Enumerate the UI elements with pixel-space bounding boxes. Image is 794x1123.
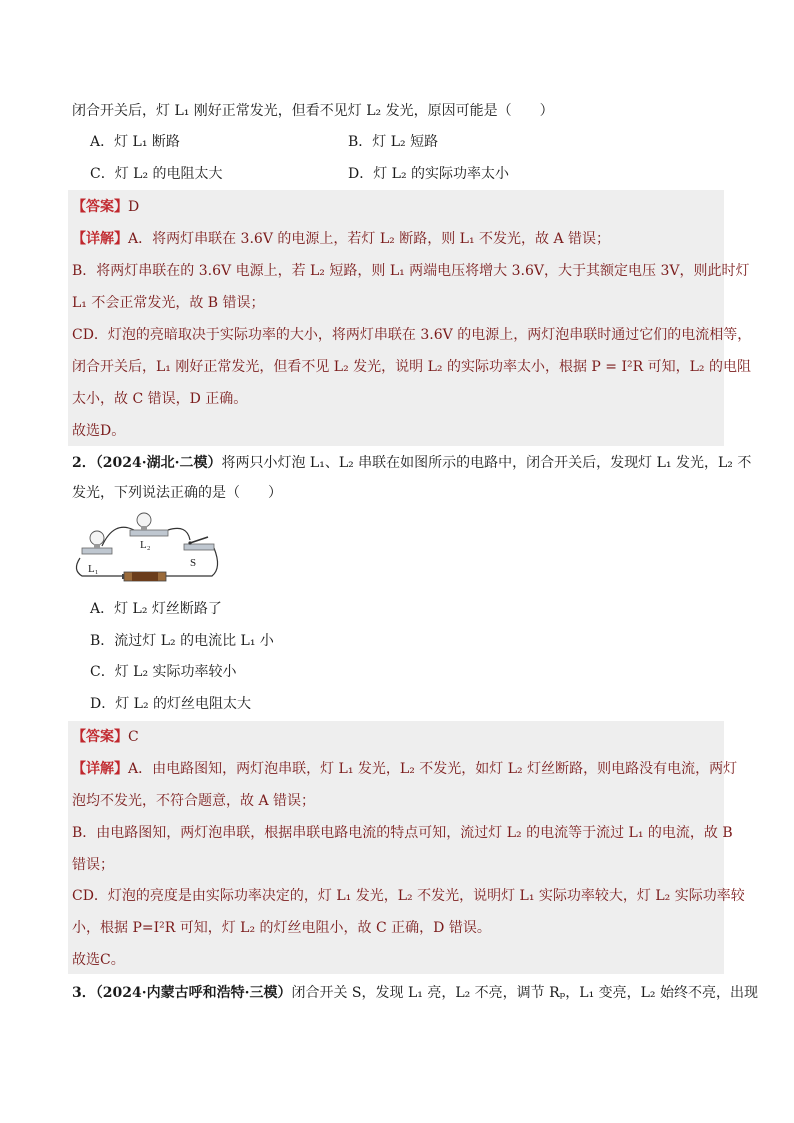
q1-answer [72, 197, 139, 217]
q2-detail-line-3: B．由电路图知，两灯泡串联，根据串联电路电流的特点可知，流过灯 L₂ 的电流等于流过 L₁ 的电流，故 B [72, 825, 733, 841]
q2-detail-line-1: 【详解】A．由电路图知，两灯泡串联，灯 L₁ 发光，L₂ 不发光，如灯 L₂ 灯丝断路，则电路没有电流，两灯 [72, 761, 738, 777]
q2-option-b: B．流过灯 L₂ 的电流比 L₁ 小 [90, 633, 274, 649]
q1-option-d: D．灯 L₂ 的实际功率太小 [348, 166, 510, 182]
q3-stem-line-1: 3．（2024·内蒙古呼和浩特·三模）闭合开关 S，发现 L₁ 亮，L₂ 不亮，调节 Rₚ，L₁ 变亮，L₂ 始终不亮，出现 [72, 985, 758, 1001]
q2-option-d: D．灯 L₂ 的灯丝电阻太大 [90, 696, 252, 712]
q2-stem-line-1: 2．（2024·湖北·二模）将两只小灯泡 L₁、L₂ 串联在如图所示的电路中，闭合开关后，发现灯 L₁ 发光，L₂ 不 [72, 455, 752, 471]
q1-option-c: C．灯 L₂ 的电阻太大 [90, 166, 223, 182]
q1-detail-line-5: 闭合开关后，L₁ 刚好正常发光，但看不见 L₂ 发光，说明 L₂ 的实际功率太小，根据 P = I²R 可知，L₂ 的电阻 [72, 359, 751, 375]
q2-conclusion: 故选C。 [72, 952, 125, 968]
label-l1: L₁ [88, 563, 99, 575]
q2-detail-line-5: CD．灯泡的亮度是由实际功率决定的，灯 L₁ 发光，L₂ 不发光，说明灯 L₁ 实际功率较大，灯 L₂ 实际功率较 [72, 888, 745, 904]
q1-detail-tag: 【详解】 [72, 231, 128, 247]
q3-number: 3． [72, 985, 96, 1001]
q1-answer-tag: 【答案】 [72, 199, 128, 215]
q2-stem-line-2: 发光，下列说法正确的是（ ） [72, 485, 282, 501]
bulb-l2-icon [130, 513, 168, 536]
q2-answer-value: C [128, 729, 139, 745]
q1-detail-line-3: L₁ 不会正常发光，故 B 错误； [72, 295, 265, 311]
q2-option-a: A．灯 L₂ 灯丝断路了 [90, 601, 222, 617]
q1-detail-line-6: 太小，故 C 错误，D 正确。 [72, 391, 248, 407]
q2-option-c: C．灯 L₂ 实际功率较小 [90, 664, 237, 680]
q1-option-b: B．灯 L₂ 短路 [348, 134, 439, 150]
q2-number: 2． [72, 455, 96, 471]
q1-stem-tail: 闭合开关后，灯 L₁ 刚好正常发光，但看不见灯 L₂ 发光，原因可能是（ ） [72, 103, 554, 119]
bulb-l1-icon [82, 531, 112, 554]
circuit-diagram [72, 510, 232, 585]
q2-detail-line-2: 泡均不发光，不符合题意，故 A 错误； [72, 793, 316, 809]
q1-answer-value: D [128, 199, 140, 215]
q1-conclusion: 故选D。 [72, 423, 126, 439]
q1-detail-line-2: B．将两灯串联在的 3.6V 电源上，若 L₂ 短路，则 L₁ 两端电压将增大 3.6V，大于其额定电压 3V，则此时灯 [72, 263, 750, 279]
q3-source: （2024·内蒙古呼和浩特·三模） [95, 985, 292, 1001]
label-l2: L₂ [140, 539, 151, 551]
label-s: S [190, 557, 197, 569]
q2-detail-line-6: 小，根据 P=I²R 可知，灯 L₂ 的灯丝电阻小，故 C 正确，D 错误。 [72, 920, 491, 936]
q2-detail-line-4: 错误； [72, 857, 114, 873]
q2-answer-tag: 【答案】 [72, 729, 128, 745]
battery-icon [122, 572, 166, 581]
circuit-wire [76, 558, 124, 576]
q1-option-a: A．灯 L₁ 断路 [90, 134, 180, 150]
switch-icon [184, 537, 214, 550]
q2-answer [72, 727, 139, 747]
q1-detail-line-1: 【详解】A．将两灯串联在 3.6V 的电源上，若灯 L₂ 断路，则 L₁ 不发光，故 A 错误； [72, 231, 611, 247]
q1-detail-line-4: CD．灯泡的亮暗取决于实际功率的大小，将两灯串联在 3.6V 的电源上，两灯泡串联时通过它们的电流相等， [72, 327, 752, 343]
q2-source: （2024·湖北·二模） [95, 455, 222, 471]
q2-detail-tag: 【详解】 [72, 761, 128, 777]
